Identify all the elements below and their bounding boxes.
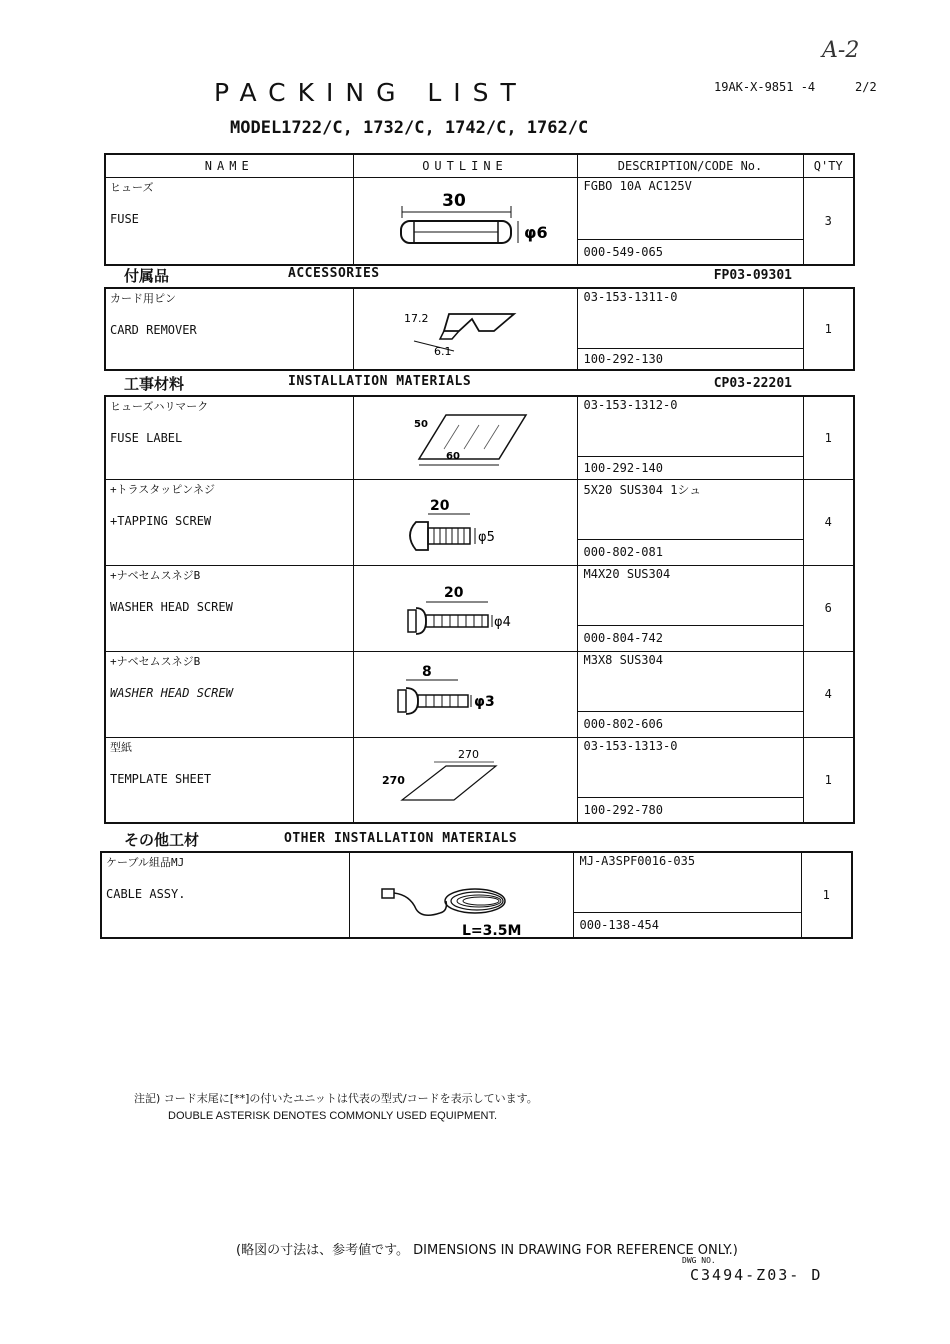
item-spec-cell [577, 737, 803, 797]
item-name-jp: +ナベセムスネジB [110, 654, 201, 668]
section-installation-code: CP03-22201 [713, 376, 792, 391]
washer-screw-m4-length: 20 [443, 584, 463, 601]
item-name-en: FUSE LABEL [110, 431, 183, 445]
fuse-label-drawing [354, 397, 578, 480]
item-name-cell [101, 852, 349, 938]
item-name-en: CABLE ASSY. [106, 887, 186, 901]
item-spec-cell [577, 288, 803, 348]
item-name-en: FUSE [110, 212, 139, 226]
table-row [105, 479, 854, 539]
item-name-en: WASHER HEAD SCREW [110, 685, 233, 700]
item-qty: 1 [803, 737, 854, 823]
item-name-cell [105, 479, 353, 565]
item-code: 000-802-081 [577, 539, 803, 565]
table-row [105, 651, 854, 711]
item-code: 100-292-130 [577, 348, 803, 370]
item-qty: 4 [803, 651, 854, 737]
fuse-diameter-label: φ6 [523, 223, 548, 242]
item-name-cell [105, 565, 353, 651]
item-code: 100-292-140 [577, 456, 803, 479]
card-remover-drawing [354, 289, 578, 371]
table-row [105, 737, 854, 797]
item-spec: M3X8 SUS304 [583, 652, 663, 667]
washer-screw-m3-diameter: φ3 [473, 693, 495, 710]
item-qty: 6 [803, 565, 854, 651]
page-number: 2/2 [855, 80, 877, 94]
other-table [100, 851, 853, 939]
item-code: 000-802-606 [577, 711, 803, 737]
drawing-number: C3494-Z03- D [690, 1266, 823, 1284]
table-row-cable [101, 852, 852, 912]
washer-screw-m4-outline [353, 565, 577, 651]
column-header-qty: Q'TY [803, 154, 854, 178]
item-code: 000-549-065 [577, 240, 803, 265]
item-spec-cell [573, 852, 801, 912]
washer-screw-m4-diameter: φ4 [493, 614, 511, 630]
tapping-screw-outline [353, 479, 577, 565]
item-spec-cell [577, 479, 803, 539]
cable-length: L=3.5M [461, 923, 521, 939]
section-installation-en: INSTALLATION MATERIALS [288, 374, 472, 389]
note-jp: 注記) コード末尾に[**]の付いたユニットは代表の型式/コードを表示しています。 [134, 1092, 538, 1105]
item-name-jp: ケーブル組品MJ [106, 856, 185, 869]
fuse-label-dim-b: 60 [445, 451, 460, 462]
item-spec: 03-153-1313-0 [583, 738, 678, 753]
card-remover-dim-a: 17.2 [403, 312, 428, 325]
installation-table [104, 395, 855, 824]
table-row-fuse [105, 178, 854, 240]
table-row [105, 565, 854, 625]
item-spec: 03-153-1312-0 [583, 398, 678, 412]
item-name-jp: カード用ピン [110, 292, 176, 305]
item-name-cell [105, 737, 353, 823]
item-spec-cell [577, 651, 803, 711]
item-name-cell [105, 288, 353, 370]
washer-screw-m3-drawing [354, 652, 578, 738]
section-accessories-jp: 付属品 [124, 267, 170, 285]
item-name-cell [105, 396, 353, 479]
item-name-en: CARD REMOVER [110, 323, 197, 337]
item-code: 000-138-454 [573, 912, 801, 938]
section-accessories-code: FP03-09301 [713, 268, 792, 283]
item-spec-cell [577, 396, 803, 456]
card-remover-dim-b: 6.1 [433, 345, 451, 358]
column-header-name: NAME [105, 154, 353, 178]
template-sheet-dim-b: 270 [381, 773, 405, 787]
fuse-drawing [354, 178, 578, 265]
item-name-jp: +トラスタッピンネジ [110, 482, 215, 496]
tapping-screw-length: 20 [429, 497, 449, 514]
tapping-screw-drawing [354, 480, 578, 566]
washer-screw-m4-drawing [354, 566, 578, 652]
item-spec: M4X20 SUS304 [583, 566, 671, 581]
table-row [105, 396, 854, 456]
item-name-cell [105, 651, 353, 737]
table-row-card-remover [105, 288, 854, 348]
section-other-jp: その他工材 [124, 831, 200, 849]
item-name-jp: +ナベセムスネジB [110, 568, 201, 582]
fuse-length-label: 30 [441, 191, 466, 211]
item-name-en: +TAPPING SCREW [110, 513, 212, 528]
item-name-jp: ヒューズ [110, 181, 154, 194]
fuse-label-dim-a: 50 [413, 419, 428, 430]
document-number: 19AK-X-9851 -4 [714, 80, 816, 94]
item-qty: 1 [803, 396, 854, 479]
item-spec-cell [577, 565, 803, 625]
template-sheet-dim-a: 270 [457, 747, 479, 761]
fuse-table [104, 153, 855, 266]
card-remover-outline [353, 288, 577, 370]
section-other-en: OTHER INSTALLATION MATERIALS [284, 831, 518, 846]
item-spec: 03-153-1311-0 [583, 290, 678, 304]
item-name-cell [105, 178, 353, 265]
item-qty: 3 [803, 178, 854, 265]
item-qty: 1 [801, 852, 852, 938]
item-name-jp: 型紙 [110, 740, 132, 754]
washer-screw-m3-length: 8 [421, 663, 432, 680]
item-name-en: TEMPLATE SHEET [110, 771, 212, 786]
item-spec-cell [577, 178, 803, 240]
accessories-table [104, 287, 855, 371]
section-installation-jp: 工事材料 [124, 375, 185, 393]
item-qty: 4 [803, 479, 854, 565]
item-name-jp: ヒューズハリマーク [110, 400, 209, 413]
model-line: MODEL1722/C, 1732/C, 1742/C, 1762/C [230, 118, 589, 138]
item-name-en: WASHER HEAD SCREW [110, 599, 233, 614]
item-code: 000-804-742 [577, 625, 803, 651]
tapping-screw-diameter: φ5 [477, 529, 495, 545]
item-spec: 5X20 SUS304 1シュ [583, 482, 702, 497]
template-sheet-outline [353, 737, 577, 823]
fuse-label-outline [353, 396, 577, 479]
reference-note: (略図の寸法は、参考値です。 DIMENSIONS IN DRAWING FOR REFERENCE ONLY.) [236, 1243, 738, 1258]
corner-mark: A-2 [822, 38, 860, 63]
template-sheet-drawing [354, 738, 578, 824]
section-accessories-en: ACCESSORIES [288, 266, 380, 281]
document-title: PACKING LIST [214, 78, 528, 107]
note-en: DOUBLE ASTERISK DENOTES COMMONLY USED EQUIPMENT. [168, 1110, 498, 1122]
column-header-outline: OUTLINE [353, 154, 577, 178]
item-code: 100-292-780 [577, 797, 803, 823]
fuse-outline [353, 178, 577, 265]
cable-outline [349, 852, 573, 938]
column-header-description: DESCRIPTION/CODE No. [577, 154, 803, 178]
item-spec: MJ-A3SPF0016-035 [579, 854, 696, 868]
cable-drawing [350, 853, 574, 939]
column-header-row [105, 154, 854, 178]
item-qty: 1 [803, 288, 854, 370]
item-spec: FGBO 10A AC125V [583, 179, 692, 193]
washer-screw-m3-outline [353, 651, 577, 737]
drawing-number-label: DWG NO. [682, 1256, 716, 1265]
